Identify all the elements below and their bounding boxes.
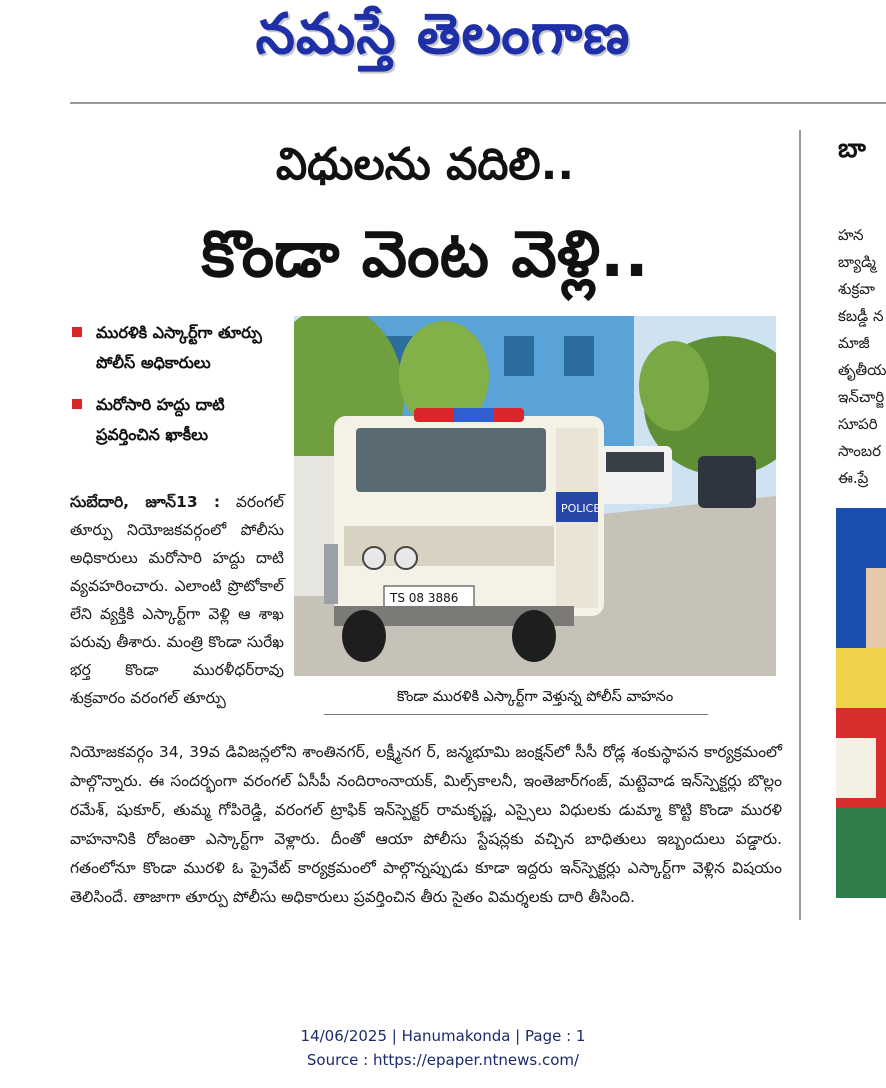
red-square-icon	[72, 327, 82, 337]
column-divider	[799, 130, 801, 920]
highlight-bullet	[70, 390, 290, 450]
article-body-narrow	[70, 488, 284, 712]
article-headline: కొండా వెంట వెళ్లి..	[201, 218, 649, 292]
source-link[interactable]: Source : https://epaper.ntnews.com/	[306, 1051, 580, 1069]
highlight-bullets	[70, 318, 290, 462]
side-line: కబడ్డీ న	[838, 307, 884, 325]
photo-caption: కొండా మురళికి ఎస్కార్ట్‌గా వెళ్తున్న పోలీస్ వాహనం	[396, 689, 674, 705]
article-body-text: వరంగల్ తూర్పు నియోజకవర్గంలో పోలీసు అధికారులు మరోసారి హద్దు దాటి వ్యవహరించారు. ఎలాంటి ప్రొటోకాల్ లేని వ్యక్తికి ఎస్కార్ట్‌గా వెళ్లి ఆ శాఖ పరువు తీశారు. మంత్రి కొండా సురేఖ భర్త కొండా మురళీధర్‌రావు శుక్రవారం వరంగల్ తూర్పు	[70, 493, 284, 707]
police-door-text: POLICE	[561, 502, 601, 515]
news-photo-police-vehicle	[294, 316, 776, 676]
side-line: తృతీయ	[838, 361, 886, 379]
side-photo-illustration	[836, 508, 886, 898]
red-square-icon	[72, 399, 82, 409]
side-line: శుక్రవా	[838, 280, 875, 298]
page-footer	[0, 1024, 886, 1072]
side-article-photo	[836, 508, 886, 898]
article-kicker: విధులను వదిలి..	[275, 139, 575, 190]
side-line: హన	[838, 226, 864, 244]
side-line: మాజీ	[838, 334, 870, 352]
article-body-wide: నియోజకవర్గం 34, 39వ డివిజన్లలోని శాంతినగర్, లక్ష్మీనగ ర్, జన్మభూమి జంక్షన్‌లో సీసీ రోడ్ల శంకుస్థాపన కార్యక్రమంలో పాల్గొన్నారు. ఈ సందర్భంగా వరంగల్ ఏసీపీ నందిరాంనాయక్, మిల్స్‌కాలనీ, ఇంతెజార్‌గంజ్, మట్టెవాడ ఇన్‌స్పెక్టర్లు బొల్లం రమేశ్, షుకూర్, తుమ్మ గోపిరెడ్డి, వరంగల్ ట్రాఫిక్ ఇన్‌స్పెక్టర్ రామకృష్ణ, ఎస్సైలు విధులకు డుమ్మా కొట్టి కొండా మురళి వాహనానికి రోజంతా ఎస్కార్ట్‌గా వెళ్లారు. దీంతో ఆయా పోలీసు స్టేషన్లకు వచ్చిన బాధితులు ఇబ్బందులు పడ్డారు. గతంలోనూ కొండా మురళి ఓ ప్రైవేట్ కార్యక్రమంలో పాల్గొన్నప్పుడు కూడా ఇద్దరు ఇన్‌స్పెక్టర్లు ఎస్కార్ట్‌గా వెళ్లిన విషయం తెలిసిందే. తాజాగా తూర్పు పోలీసు అధికారులు ప్రవర్తించిన తీరు సైతం విమర్శలకు దారి తీసింది.	[70, 743, 782, 906]
side-line: ఈ.ప్రే	[838, 469, 869, 487]
article-dateline: సుబేదారి, జూన్13 :	[70, 493, 221, 511]
police-vehicle-illustration	[294, 316, 776, 676]
newspaper-logo: నమస్తే తెలంగాణ	[255, 2, 631, 67]
side-article-text	[838, 222, 886, 492]
bullet-text: మురళికి ఎస్కార్ట్‌గా తూర్పు పోలీస్ అధికారులు	[96, 323, 262, 372]
edition-info: 14/06/2025 | Hanumakonda | Page : 1	[300, 1027, 586, 1045]
bullet-text: మరోసారి హద్దు దాటి ప్రవర్తించిన ఖాకీలు	[96, 395, 225, 444]
header-divider	[70, 102, 886, 104]
side-line: సూపరి	[838, 415, 878, 433]
side-line: సాంబర	[838, 442, 882, 460]
side-line: బ్యాడ్మి	[838, 253, 876, 271]
highlight-bullet	[70, 318, 290, 378]
number-plate: TS 08 3886	[390, 591, 459, 605]
caption-underline	[324, 714, 708, 715]
side-article-headline: బా	[838, 134, 866, 164]
masthead	[0, 0, 886, 90]
side-line: ఇన్‌చార్జి	[838, 388, 885, 406]
